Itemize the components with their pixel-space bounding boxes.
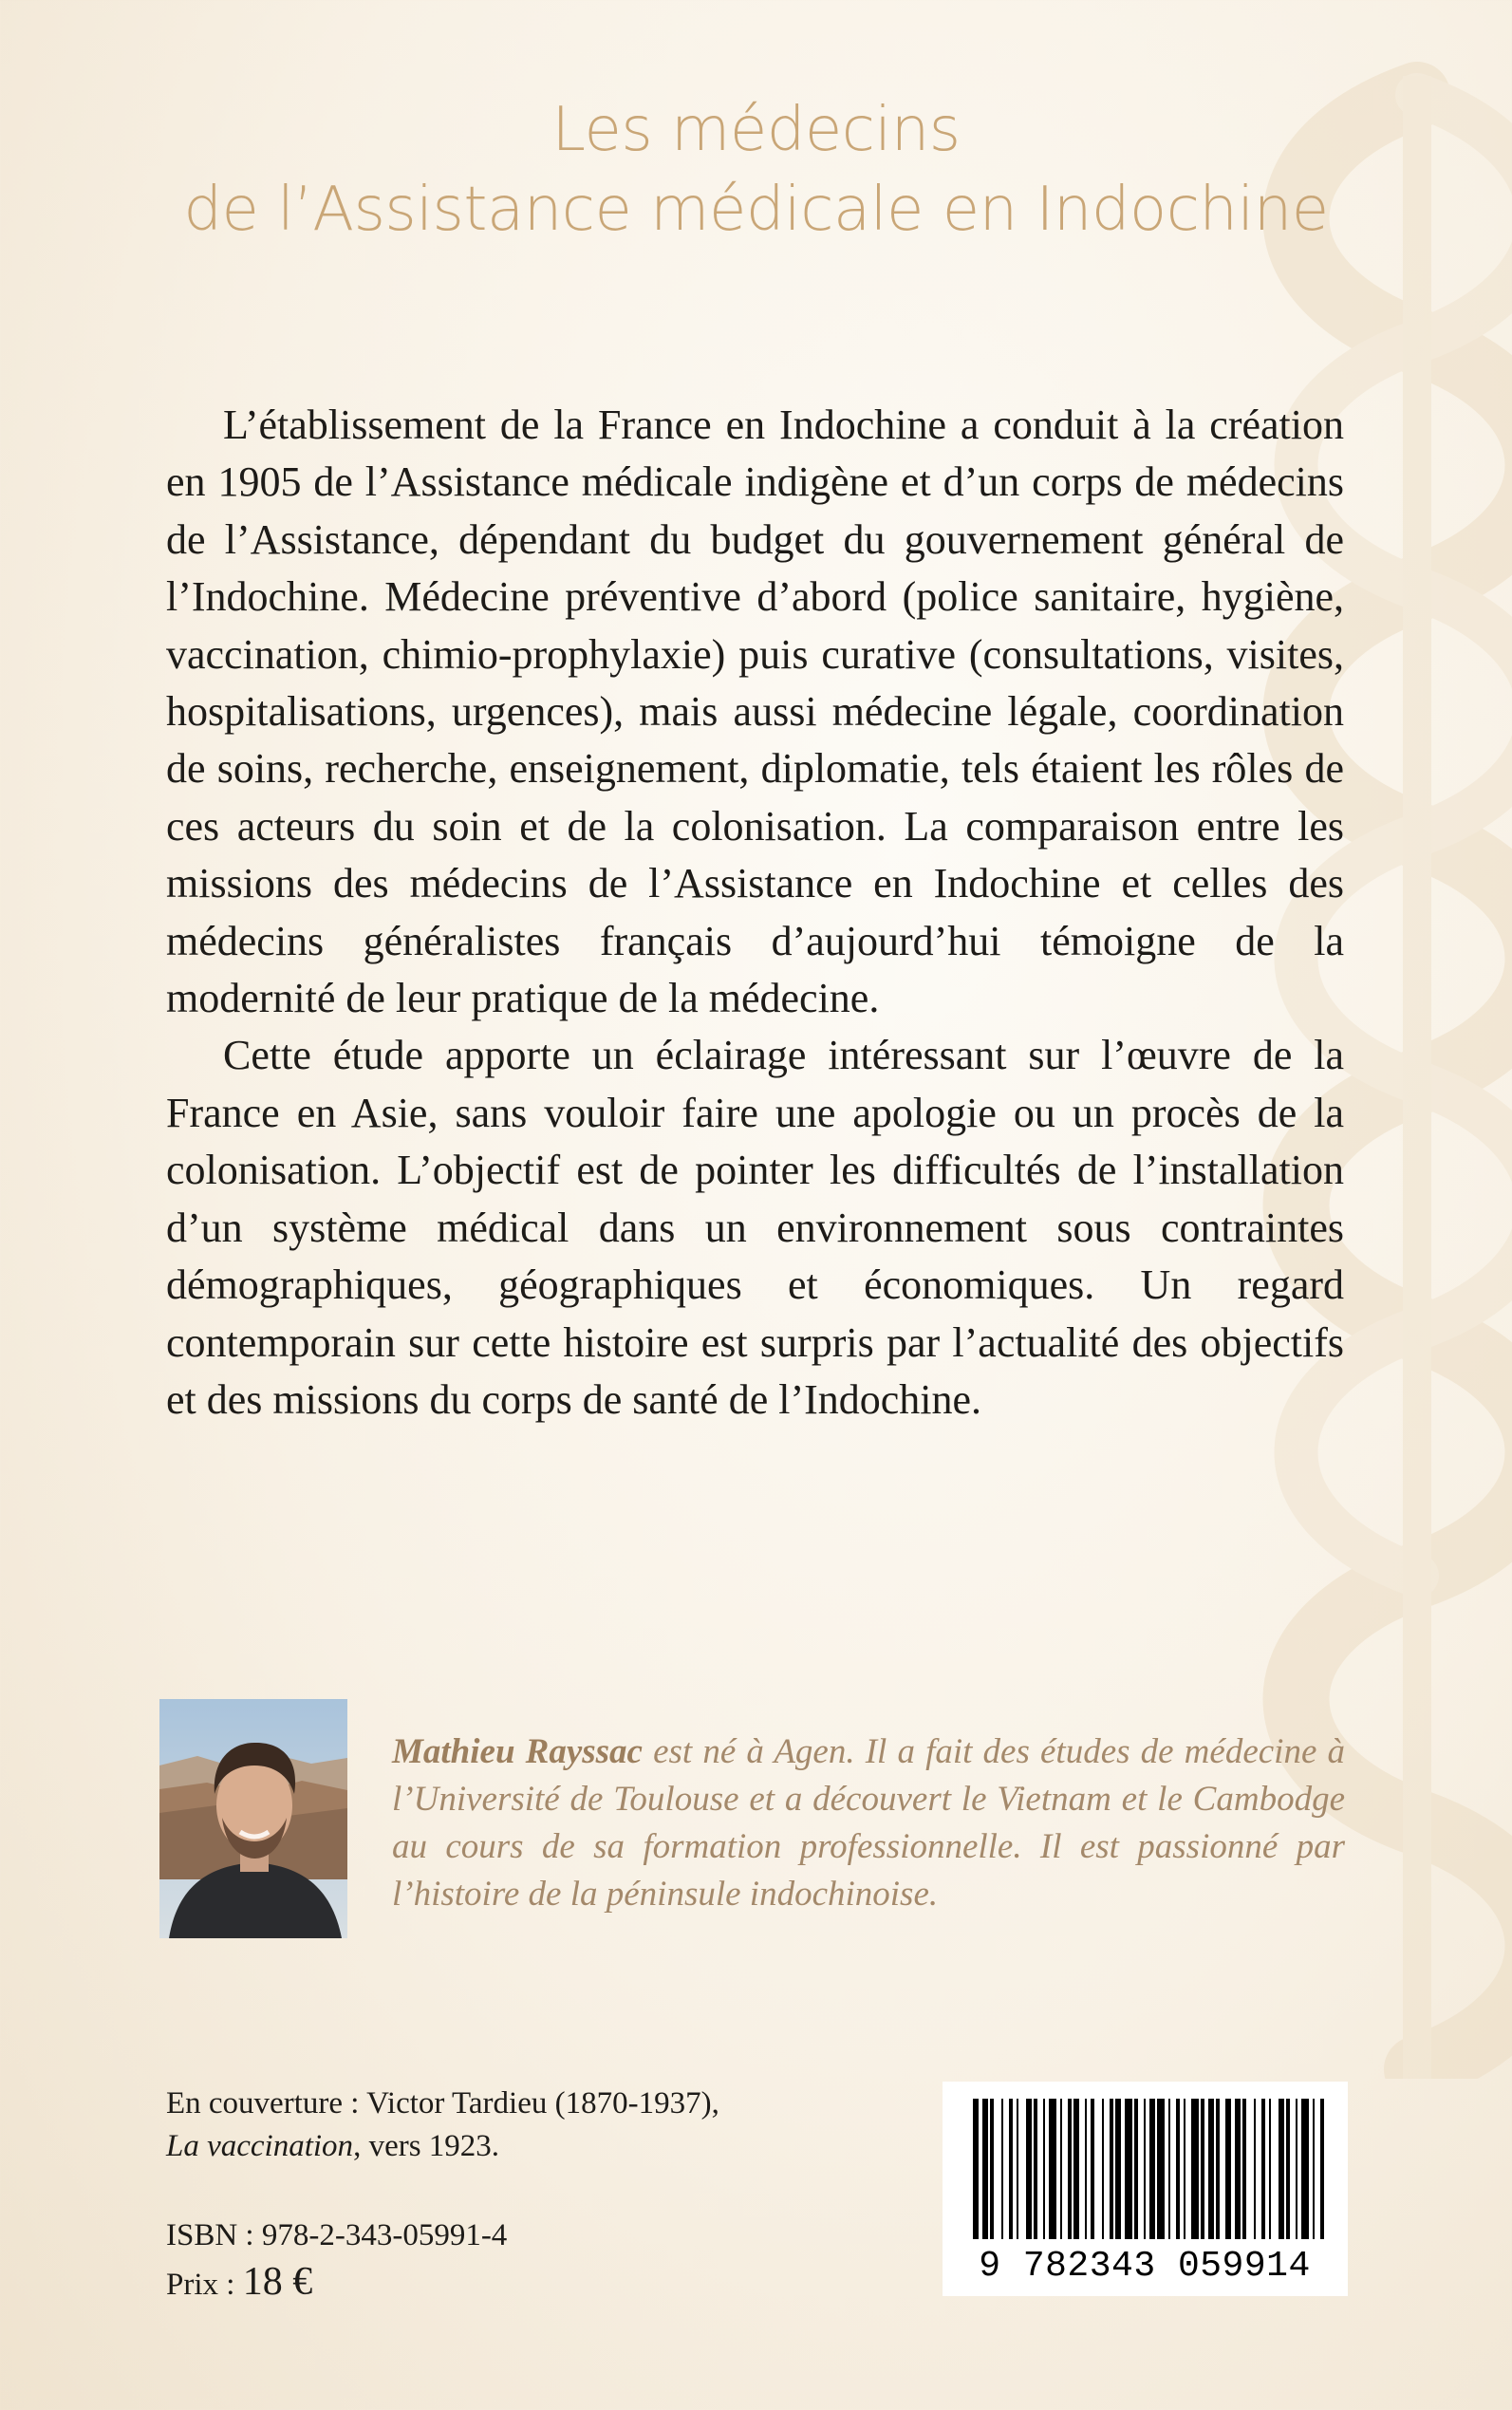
price-label: Prix :: [166, 2268, 243, 2302]
barcode-bar: [1144, 2099, 1146, 2241]
barcode-bar: [1049, 2099, 1056, 2241]
barcode-bar: [1225, 2099, 1231, 2241]
barcode-bar: [1269, 2099, 1271, 2241]
barcode-bar: [1001, 2099, 1003, 2241]
barcode-bar: [1191, 2099, 1199, 2241]
cover-credit-prefix: En couverture : Victor Tardieu (1870-1937),: [166, 2086, 719, 2120]
barcode-bar: [973, 2099, 979, 2241]
barcode-number: 9 782343 059914: [979, 2246, 1311, 2287]
barcode-bar: [1125, 2099, 1132, 2241]
barcode-bar: [1320, 2099, 1324, 2241]
cover-credit: [166, 2083, 719, 2168]
barcode-bar: [1110, 2099, 1113, 2241]
barcode-bar: [1091, 2099, 1094, 2241]
barcode-bar: [1115, 2099, 1121, 2241]
barcode-bar: [1085, 2099, 1087, 2241]
barcode-bar: [1301, 2099, 1309, 2241]
barcode-bar: [1216, 2099, 1220, 2241]
barcode-bar: [1134, 2099, 1138, 2241]
author-bio: [392, 1728, 1345, 1918]
barcode-bar: [1034, 2099, 1037, 2241]
barcode-bar: [1208, 2099, 1214, 2241]
barcode: [943, 2082, 1348, 2296]
summary-paragraph-2: Cette étude apporte un éclairage intéressant sur l’œuvre de la France en Asie, sans vouloir faire une apologie ou un procès de la colonisation. L’objectif est de pointer les difficultés de l’installation d’un système médical dans un environnement sous contraintes démographiques, géographiques et économiques. Un regard contemporain sur cette histoire est surpris par l’actualité des objectifs et des missions du corps de santé de l’Indochine.: [166, 1032, 1344, 1423]
barcode-bar: [982, 2099, 988, 2241]
author-bio-text: est né à Agen. Il a fait des études de médecine à l’Université de Toulouse et a découvert le Vietnam et le Cambodge au cours de sa formation professionnelle. Il est passionné par l’histoire de la péninsule indochinoise.: [392, 1732, 1345, 1914]
barcode-bar: [1201, 2099, 1204, 2241]
barcode-bar: [1060, 2099, 1062, 2241]
price: [166, 2261, 312, 2307]
book-summary: [166, 397, 1344, 1429]
barcode-bar: [1073, 2099, 1079, 2241]
barcode-bars: [973, 2099, 1324, 2241]
price-value: 18 €: [242, 2260, 313, 2304]
cover-artwork-title: La vaccination: [166, 2129, 354, 2163]
barcode-bar: [1149, 2099, 1155, 2241]
barcode-bar: [1279, 2099, 1284, 2241]
summary-paragraph-1: L’établissement de la France en Indochine a conduit à la création en 1905 de l’Assistance médicale indigène et d’un corps de médecins de l’Assistance, dépendant du budget du gouvernement général de l’Indochine. Médecine préventive d’abord (police sanitaire, hygiène, vaccination, chimio-prophylaxie) puis curative (consultations, visites, hospitalisations, urgences), mais aussi médecine légale, coordination de soins, recherche, enseignement, diplomatie, tels étaient les rôles de ces acteurs du soin et de la colonisation. La comparaison entre les missions des médecins de l’Assistance en Indochine et celles des médecins généralistes français d’aujourd’hui témoigne de la modernité de leur pratique de la médecine.: [166, 402, 1344, 1022]
barcode-bar: [1157, 2099, 1165, 2241]
barcode-bar: [1235, 2099, 1241, 2241]
book-title: [0, 90, 1512, 250]
barcode-bar: [1261, 2099, 1265, 2241]
cover-credit-suffix: , vers 1923.: [353, 2129, 500, 2163]
barcode-bar: [1184, 2099, 1185, 2241]
author-name: Mathieu Rayssac: [392, 1732, 643, 1771]
title-line-1: Les médecins: [551, 95, 961, 165]
author-photo: [159, 1699, 347, 1938]
barcode-bar: [1026, 2099, 1032, 2241]
barcode-bar: [1254, 2099, 1256, 2241]
barcode-bar: [1043, 2099, 1045, 2241]
barcode-bar: [1313, 2099, 1315, 2241]
title-line-2: de l’Assistance médicale en Indochine: [183, 175, 1329, 245]
isbn: ISBN : 978-2-343-05991-4: [166, 2218, 508, 2252]
barcode-bar: [1286, 2099, 1290, 2241]
barcode-bar: [1102, 2099, 1104, 2241]
barcode-bar: [1009, 2099, 1013, 2241]
barcode-bar: [990, 2099, 994, 2241]
barcode-bar: [1176, 2099, 1180, 2241]
barcode-bar: [1168, 2099, 1170, 2241]
barcode-bar: [1017, 2099, 1018, 2241]
barcode-bar: [1068, 2099, 1072, 2241]
barcode-panel: [943, 2082, 1348, 2296]
barcode-bar: [1242, 2099, 1246, 2241]
barcode-bar: [1296, 2099, 1297, 2241]
